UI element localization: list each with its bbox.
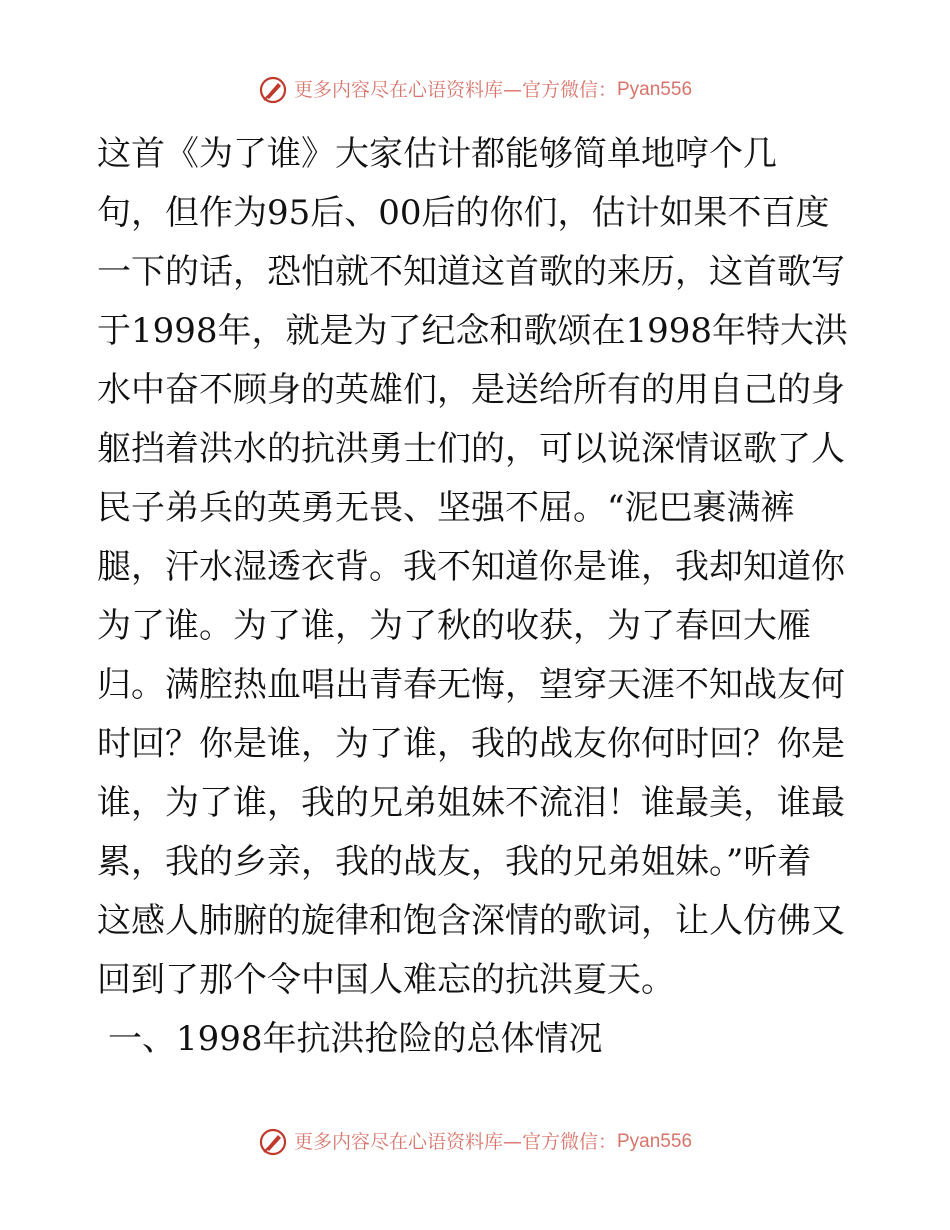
section-heading: 一、1998年抗洪抢险的总体情况 [108,1019,603,1059]
watermark-text: 更多内容尽在心语资料库—官方微信： [293,1130,617,1153]
footer-watermark [0,1126,950,1157]
paragraph-line: 水中奋不顾身的英雄们，是送给所有的用自己的身 [97,370,845,410]
paragraph-line: 回到了那个令中国人难忘的抗洪夏天。 [97,960,675,1000]
paragraph-line: 腿，汗水湿透衣背。我不知道你是谁，我却知道你 [97,547,845,587]
watermark-handle: Pyan556 [617,1130,693,1152]
paragraph-line: 为了谁。为了谁，为了秋的收获，为了春回大雁 [97,606,811,646]
paragraph-line: 民子弟兵的英勇无畏、坚强不屈。“泥巴裹满裤 [97,488,795,528]
paragraph-line: 时回？你是谁，为了谁，我的战友你何时回？你是 [97,724,845,764]
paragraph-line: 句，但作为95后、00后的你们，估计如果不百度 [97,193,830,233]
paragraph-line: 一下的话，恐怕就不知道这首歌的来历，这首歌写 [97,252,845,292]
watermark-handle: Pyan556 [617,78,693,100]
article-paragraph [97,125,857,1010]
paragraph-line: 这首《为了谁》大家估计都能够简单地哼个几 [97,134,777,174]
paragraph-line: 累，我的乡亲，我的战友，我的兄弟姐妹。”听着 [97,842,812,882]
paragraph-line: 这感人肺腑的旋律和饱含深情的歌词，让人仿佛又 [97,901,845,941]
watermark-text: 更多内容尽在心语资料库—官方微信： [293,78,617,101]
quill-pen-icon [258,1127,288,1157]
header-watermark [0,74,950,105]
quill-pen-icon [258,75,288,105]
paragraph-line: 谁，为了谁，我的兄弟姐妹不流泪！谁最美，谁最 [97,783,845,823]
paragraph-line: 归。满腔热血唱出青春无悔，望穿天涯不知战友何 [97,665,845,705]
paragraph-line: 躯挡着洪水的抗洪勇士们的，可以说深情讴歌了人 [97,429,845,469]
paragraph-line: 于1998年，就是为了纪念和歌颂在1998年特大洪 [97,311,849,351]
